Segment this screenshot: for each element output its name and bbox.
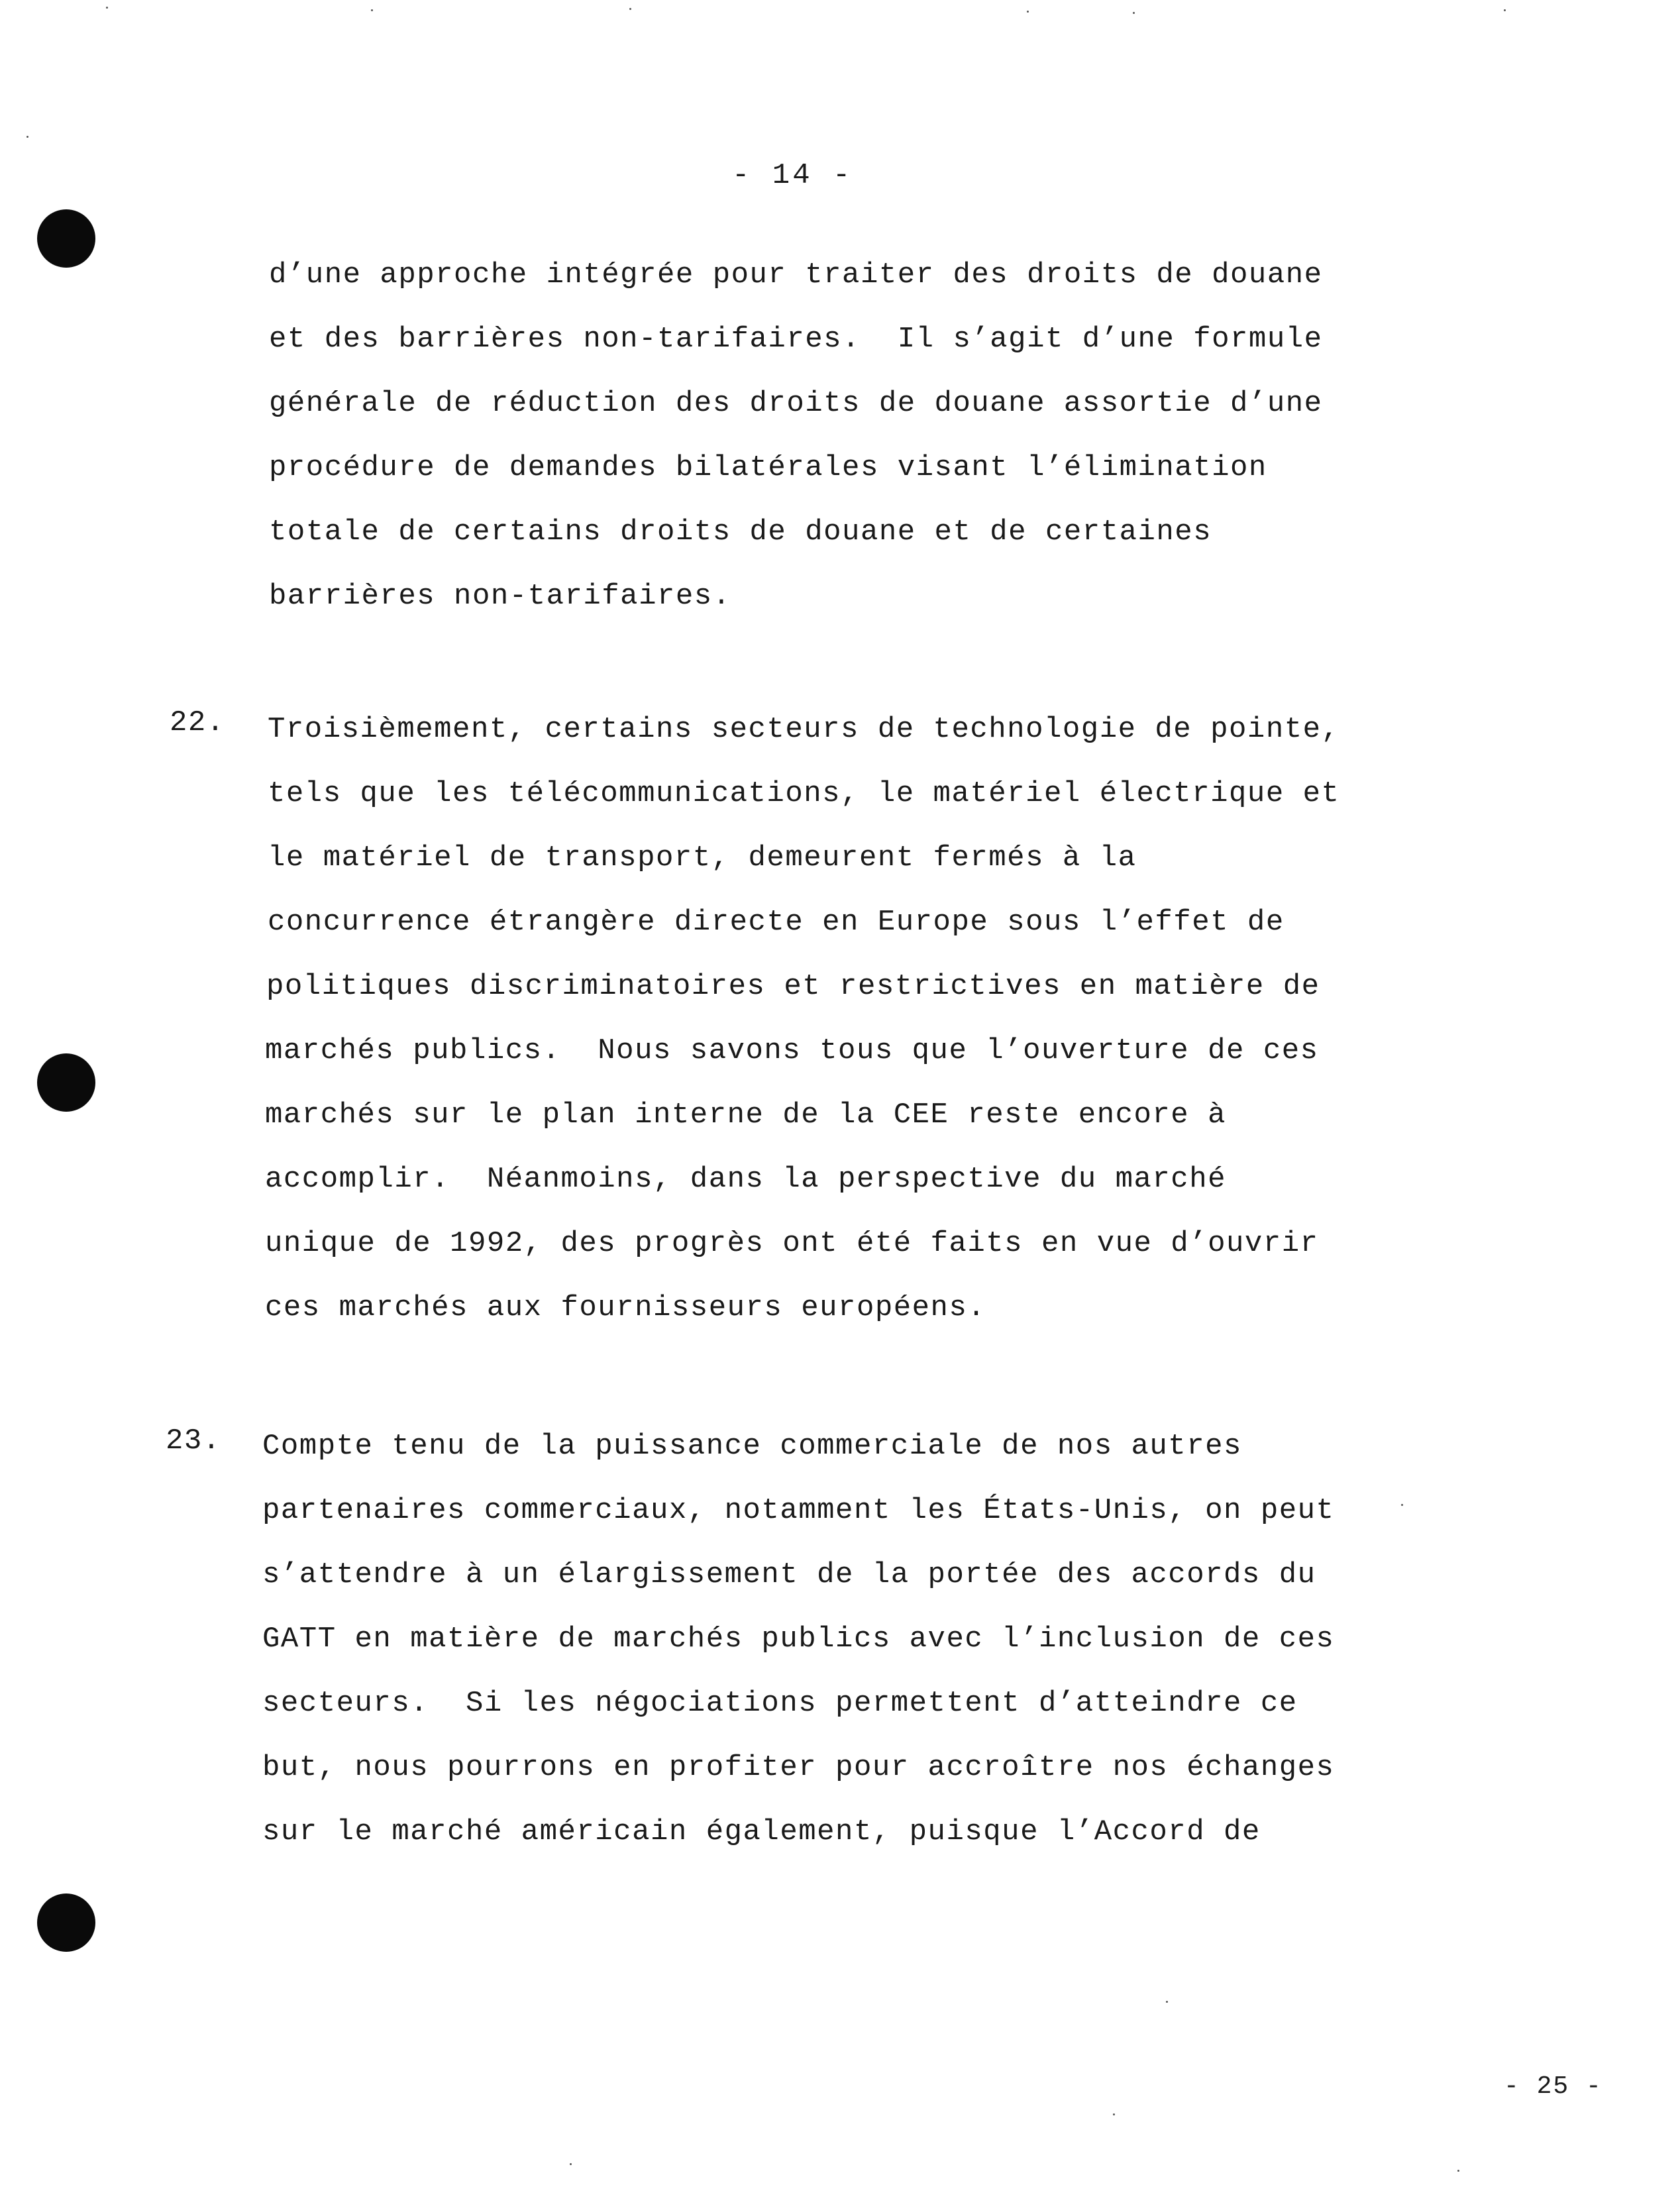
punch-hole-middle bbox=[37, 1053, 95, 1112]
text-line: d’une approche intégrée pour traiter des droits de douane bbox=[269, 258, 1323, 292]
text-line: tels que les télécommunications, le matériel électrique et bbox=[268, 777, 1340, 810]
text-line: accomplir. Néanmoins, dans la perspective du marché bbox=[265, 1163, 1227, 1196]
text-line: unique de 1992, des progrès ont été faits en vue d’ouvrir bbox=[265, 1227, 1319, 1260]
text-line: totale de certains droits de douane et de certaines bbox=[269, 515, 1212, 549]
paragraph-number: 23. bbox=[166, 1424, 221, 1458]
scan-speck bbox=[1166, 2001, 1168, 2003]
scan-speck bbox=[106, 7, 108, 9]
punch-hole-top bbox=[37, 209, 95, 268]
text-line: et des barrières non-tarifaires. Il s’agit d’une formule bbox=[269, 323, 1323, 356]
scan-speck bbox=[371, 9, 373, 11]
footer-page-number: - 25 - bbox=[1504, 2072, 1602, 2101]
text-line: ces marchés aux fournisseurs européens. bbox=[265, 1291, 986, 1324]
text-line: concurrence étrangère directe en Europe sous l’effet de bbox=[268, 906, 1285, 939]
scan-speck bbox=[629, 8, 631, 10]
scan-speck bbox=[1504, 9, 1506, 11]
text-line: GATT en matière de marchés publics avec l’inclusion de ces bbox=[262, 1623, 1335, 1656]
text-line: partenaires commerciaux, notamment les États-Unis, on peut bbox=[262, 1494, 1335, 1527]
text-line: marchés publics. Nous savons tous que l’ouverture de ces bbox=[265, 1034, 1319, 1067]
text-line: barrières non-tarifaires. bbox=[269, 580, 731, 613]
text-line: sur le marché américain également, puisque l’Accord de bbox=[262, 1815, 1261, 1848]
text-line: Troisièmement, certains secteurs de technologie de pointe, bbox=[268, 713, 1340, 746]
scan-speck bbox=[570, 2163, 572, 2165]
paragraph-number: 22. bbox=[170, 706, 225, 739]
text-line: politiques discriminatoires et restrictives en matière de bbox=[266, 970, 1320, 1003]
scan-speck bbox=[26, 136, 28, 138]
text-line: s’attendre à un élargissement de la portée des accords du bbox=[262, 1558, 1316, 1591]
text-line: générale de réduction des droits de douane assortie d’une bbox=[269, 387, 1323, 420]
scan-speck bbox=[1457, 2170, 1459, 2172]
text-line: secteurs. Si les négociations permettent d’atteindre ce bbox=[262, 1687, 1298, 1720]
scan-speck bbox=[1133, 12, 1135, 14]
scan-speck bbox=[1113, 2113, 1115, 2115]
text-line: Compte tenu de la puissance commerciale de nos autres bbox=[262, 1430, 1242, 1463]
scan-speck bbox=[1027, 11, 1029, 13]
punch-hole-bottom bbox=[37, 1893, 95, 1952]
text-line: procédure de demandes bilatérales visant l’élimination bbox=[269, 451, 1267, 484]
text-line: but, nous pourrons en profiter pour accroître nos échanges bbox=[262, 1751, 1335, 1784]
text-line: marchés sur le plan interne de la CEE reste encore à bbox=[265, 1098, 1227, 1132]
scan-speck bbox=[1401, 1504, 1403, 1506]
text-line: le matériel de transport, demeurent fermés à la bbox=[268, 841, 1137, 875]
page-number: - 14 - bbox=[732, 159, 853, 192]
